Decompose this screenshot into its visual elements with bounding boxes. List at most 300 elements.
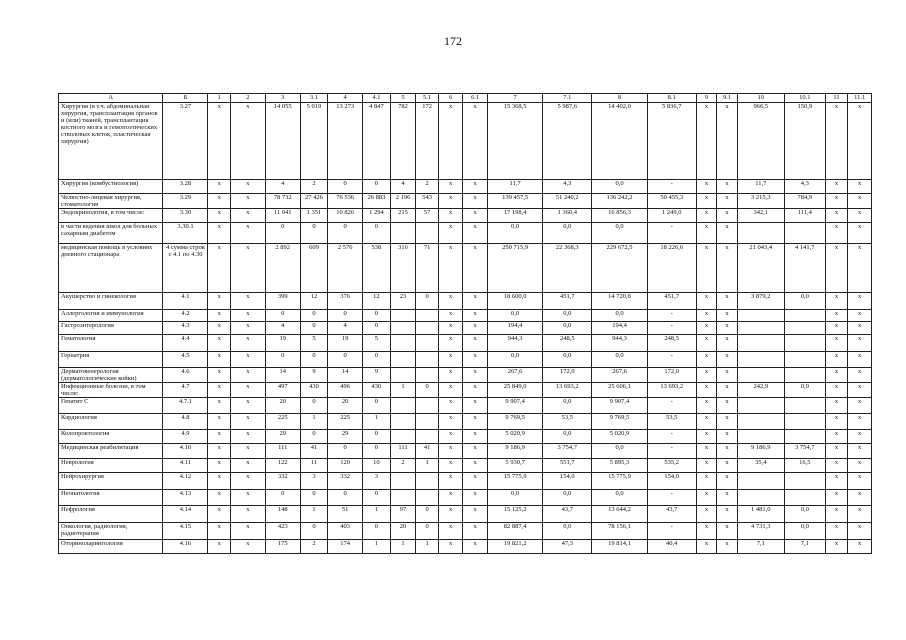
value-cell: 0,0 xyxy=(592,223,647,244)
value-cell: х xyxy=(463,194,488,209)
value-cell: 9 xyxy=(300,368,328,383)
value-cell: 0 xyxy=(300,352,328,368)
value-cell: х xyxy=(825,352,848,368)
value-cell: 1 xyxy=(363,414,391,430)
value-cell: х xyxy=(208,293,231,310)
value-cell: х xyxy=(848,293,872,310)
row-name-cell: Неонатология xyxy=(59,490,163,506)
value-cell: х xyxy=(231,398,266,414)
value-cell: 0 xyxy=(416,383,439,398)
table-row xyxy=(59,459,872,473)
value-cell: 0,0 xyxy=(784,523,825,540)
row-code-cell: 4.1 xyxy=(163,293,208,310)
value-cell: 0 xyxy=(300,523,328,540)
value-cell: х xyxy=(231,293,266,310)
header-cell: 8 xyxy=(592,94,647,103)
value-cell: х xyxy=(717,473,737,490)
value-cell: 0 xyxy=(265,490,300,506)
value-cell: х xyxy=(717,490,737,506)
row-code-cell: 4.10 xyxy=(163,444,208,459)
value-cell: 174 xyxy=(328,540,363,554)
value-cell: х xyxy=(231,322,266,335)
value-cell: 0 xyxy=(416,293,439,310)
value-cell: 0,0 xyxy=(543,490,592,506)
value-cell: х xyxy=(696,444,716,459)
value-cell: 551,7 xyxy=(543,459,592,473)
value-cell: х xyxy=(208,523,231,540)
value-cell: 0 xyxy=(363,322,391,335)
value-cell: 20 xyxy=(265,398,300,414)
value-cell: х xyxy=(825,444,848,459)
value-cell: 172,0 xyxy=(543,368,592,383)
value-cell xyxy=(737,473,784,490)
value-cell xyxy=(390,335,416,352)
value-cell: х xyxy=(463,368,488,383)
value-cell: х xyxy=(848,180,872,194)
value-cell: х xyxy=(825,459,848,473)
value-cell: х xyxy=(231,103,266,180)
value-cell: х xyxy=(463,180,488,194)
row-code-cell: 4.13 xyxy=(163,490,208,506)
value-cell: 78 732 xyxy=(265,194,300,209)
value-cell: х xyxy=(717,523,737,540)
value-cell: х xyxy=(463,444,488,459)
table-row xyxy=(59,209,872,223)
value-cell: 11 041 xyxy=(265,209,300,223)
value-cell: 229 672,5 xyxy=(592,244,647,293)
value-cell: х xyxy=(208,490,231,506)
row-code-cell: 3.28 xyxy=(163,180,208,194)
value-cell: х xyxy=(208,444,231,459)
value-cell: х xyxy=(208,194,231,209)
value-cell: 267,6 xyxy=(487,368,542,383)
value-cell: 1 xyxy=(363,506,391,523)
value-cell: х xyxy=(848,444,872,459)
value-cell: 0,0 xyxy=(543,223,592,244)
value-cell: х xyxy=(825,103,848,180)
value-cell: х xyxy=(825,540,848,554)
value-cell: х xyxy=(848,209,872,223)
value-cell: х xyxy=(231,473,266,490)
value-cell: х xyxy=(825,194,848,209)
value-cell: х xyxy=(848,352,872,368)
value-cell: 0 xyxy=(328,180,363,194)
value-cell: х xyxy=(825,523,848,540)
value-cell: - xyxy=(647,310,696,322)
value-cell: х xyxy=(438,293,463,310)
value-cell: 21 043,4 xyxy=(737,244,784,293)
value-cell: х xyxy=(696,310,716,322)
value-cell: х xyxy=(208,383,231,398)
value-cell: 35,4 xyxy=(737,459,784,473)
value-cell: х xyxy=(848,194,872,209)
value-cell: 13 273 xyxy=(328,103,363,180)
value-cell: х xyxy=(825,209,848,223)
value-cell: 0,0 xyxy=(543,352,592,368)
value-cell: х xyxy=(463,352,488,368)
header-cell: 10.1 xyxy=(784,94,825,103)
value-cell: 12 xyxy=(363,293,391,310)
value-cell: х xyxy=(231,335,266,352)
value-cell xyxy=(737,322,784,335)
value-cell: 41 xyxy=(300,444,328,459)
value-cell: 9 769,5 xyxy=(592,414,647,430)
value-cell: 3 xyxy=(300,473,328,490)
value-cell: 51 240,2 xyxy=(543,194,592,209)
value-cell: х xyxy=(696,490,716,506)
value-cell: х xyxy=(717,383,737,398)
value-cell: 342,1 xyxy=(737,209,784,223)
value-cell xyxy=(737,310,784,322)
value-cell: 7,1 xyxy=(737,540,784,554)
value-cell xyxy=(784,223,825,244)
value-cell: х xyxy=(696,244,716,293)
value-cell: х xyxy=(848,103,872,180)
value-cell: х xyxy=(231,430,266,444)
value-cell: 5 987,6 xyxy=(543,103,592,180)
value-cell: 18 226,6 xyxy=(647,244,696,293)
value-cell: 944,3 xyxy=(592,335,647,352)
value-cell: 11,7 xyxy=(487,180,542,194)
value-cell: 0,0 xyxy=(784,293,825,310)
value-cell: х xyxy=(463,540,488,554)
value-cell: х xyxy=(717,430,737,444)
row-code-cell: 3.27 xyxy=(163,103,208,180)
value-cell: 43,7 xyxy=(647,506,696,523)
value-cell xyxy=(737,490,784,506)
row-name-cell: Акушерство и гинекология xyxy=(59,293,163,310)
header-cell: А xyxy=(59,94,163,103)
value-cell xyxy=(784,430,825,444)
value-cell: 11,7 xyxy=(737,180,784,194)
value-cell: х xyxy=(848,383,872,398)
value-cell: 0,0 xyxy=(592,180,647,194)
value-cell: х xyxy=(825,506,848,523)
row-name-cell: Хирургия (комбустиология) xyxy=(59,180,163,194)
table-row xyxy=(59,293,872,310)
value-cell xyxy=(416,414,439,430)
value-cell: 111 xyxy=(390,444,416,459)
value-cell: х xyxy=(848,523,872,540)
value-cell: 3 879,2 xyxy=(737,293,784,310)
value-cell: х xyxy=(696,293,716,310)
value-cell: 430 xyxy=(363,383,391,398)
value-cell: 122 xyxy=(265,459,300,473)
value-cell: - xyxy=(647,523,696,540)
value-cell: 782 xyxy=(390,103,416,180)
value-cell: х xyxy=(438,180,463,194)
value-cell: 2 xyxy=(416,180,439,194)
row-name-cell: Гастроэнтерология xyxy=(59,322,163,335)
value-cell: 13 693,2 xyxy=(647,383,696,398)
header-cell: Б xyxy=(163,94,208,103)
value-cell: 0 xyxy=(300,490,328,506)
value-cell: х xyxy=(463,490,488,506)
value-cell: 9 907,4 xyxy=(487,398,542,414)
row-code-cell: 4.5 xyxy=(163,352,208,368)
value-cell: х xyxy=(438,430,463,444)
value-cell: х xyxy=(696,194,716,209)
value-cell: 20 xyxy=(390,523,416,540)
value-cell xyxy=(784,414,825,430)
value-cell: х xyxy=(231,459,266,473)
value-cell: 3 215,3 xyxy=(737,194,784,209)
table-row xyxy=(59,368,872,383)
value-cell: х xyxy=(438,103,463,180)
value-cell: х xyxy=(825,368,848,383)
value-cell: 25 606,1 xyxy=(592,383,647,398)
value-cell: х xyxy=(717,459,737,473)
row-code-cell: 4.7 xyxy=(163,383,208,398)
value-cell: х xyxy=(717,103,737,180)
value-cell: х xyxy=(463,506,488,523)
row-code-cell: 3.30.1 xyxy=(163,223,208,244)
header-cell: 11 xyxy=(825,94,848,103)
value-cell: х xyxy=(208,506,231,523)
row-code-cell: 4.8 xyxy=(163,414,208,430)
value-cell xyxy=(390,490,416,506)
value-cell: 175 xyxy=(265,540,300,554)
table-row xyxy=(59,540,872,554)
value-cell: х xyxy=(231,444,266,459)
value-cell: 1 294 xyxy=(363,209,391,223)
value-cell: 2 576 xyxy=(328,244,363,293)
value-cell: 0 xyxy=(363,430,391,444)
row-code-cell: 4.12 xyxy=(163,473,208,490)
value-cell: х xyxy=(438,335,463,352)
row-code-cell: 4.9 xyxy=(163,430,208,444)
value-cell: х xyxy=(438,506,463,523)
table-row xyxy=(59,444,872,459)
value-cell: 13 693,2 xyxy=(543,383,592,398)
value-cell: 111,4 xyxy=(784,209,825,223)
value-cell: 1 249,0 xyxy=(647,209,696,223)
value-cell: х xyxy=(438,490,463,506)
value-cell xyxy=(390,352,416,368)
value-cell: х xyxy=(463,473,488,490)
value-cell: 139 457,5 xyxy=(487,194,542,209)
value-cell xyxy=(416,322,439,335)
value-cell: 19 xyxy=(265,335,300,352)
value-cell: 248,5 xyxy=(647,335,696,352)
value-cell xyxy=(390,368,416,383)
value-cell: х xyxy=(696,430,716,444)
value-cell xyxy=(390,310,416,322)
value-cell: х xyxy=(208,223,231,244)
value-cell xyxy=(737,352,784,368)
row-code-cell: 4.15 xyxy=(163,523,208,540)
value-cell: х xyxy=(208,540,231,554)
header-cell: 8.1 xyxy=(647,94,696,103)
value-cell: 966,5 xyxy=(737,103,784,180)
value-cell: х xyxy=(231,209,266,223)
value-cell: х xyxy=(825,180,848,194)
value-cell: 12 xyxy=(300,293,328,310)
value-cell: х xyxy=(208,398,231,414)
value-cell xyxy=(737,223,784,244)
value-cell: х xyxy=(825,244,848,293)
value-cell xyxy=(416,490,439,506)
value-cell: х xyxy=(231,223,266,244)
header-cell: 10 xyxy=(737,94,784,103)
value-cell: 399 xyxy=(265,293,300,310)
value-cell xyxy=(416,223,439,244)
table-row xyxy=(59,383,872,398)
value-cell xyxy=(784,473,825,490)
row-name-cell: Гепатит С xyxy=(59,398,163,414)
value-cell: 150,9 xyxy=(784,103,825,180)
value-cell: 0 xyxy=(363,523,391,540)
value-cell xyxy=(737,398,784,414)
header-cell: 6.1 xyxy=(463,94,488,103)
value-cell: 535,2 xyxy=(647,459,696,473)
value-cell: 0 xyxy=(300,398,328,414)
value-cell: 0,0 xyxy=(592,352,647,368)
row-name-cell: Эндокринология, в том числе: xyxy=(59,209,163,223)
value-cell xyxy=(416,310,439,322)
value-cell: 0 xyxy=(416,506,439,523)
value-cell: х xyxy=(463,244,488,293)
value-cell: 1 xyxy=(363,540,391,554)
value-cell: х xyxy=(696,352,716,368)
value-cell: 15 125,2 xyxy=(487,506,542,523)
value-cell: 2 xyxy=(390,459,416,473)
table-row xyxy=(59,430,872,444)
value-cell xyxy=(784,398,825,414)
value-cell xyxy=(737,335,784,352)
value-cell: х xyxy=(848,540,872,554)
value-cell: х xyxy=(231,194,266,209)
value-cell: 13 644,2 xyxy=(592,506,647,523)
value-cell: х xyxy=(848,414,872,430)
value-cell: 376 xyxy=(328,293,363,310)
value-cell: 0 xyxy=(300,310,328,322)
value-cell: х xyxy=(825,490,848,506)
value-cell xyxy=(390,322,416,335)
header-cell: 1 xyxy=(208,94,231,103)
value-cell: х xyxy=(696,103,716,180)
table-row xyxy=(59,194,872,209)
header-row xyxy=(59,94,872,103)
value-cell: х xyxy=(231,383,266,398)
value-cell: 194,4 xyxy=(592,322,647,335)
value-cell: 43,7 xyxy=(543,506,592,523)
value-cell: 120 xyxy=(328,459,363,473)
value-cell: х xyxy=(848,368,872,383)
value-cell: х xyxy=(438,244,463,293)
value-cell: х xyxy=(208,180,231,194)
value-cell: 5 020,9 xyxy=(592,430,647,444)
value-cell: х xyxy=(208,209,231,223)
value-cell: х xyxy=(231,506,266,523)
value-cell: 51 xyxy=(328,506,363,523)
value-cell: 248,5 xyxy=(543,335,592,352)
value-cell: 2 xyxy=(300,180,328,194)
row-code-cell: 4.11 xyxy=(163,459,208,473)
value-cell: 19 xyxy=(328,335,363,352)
value-cell: 0 xyxy=(363,352,391,368)
value-cell: х xyxy=(438,383,463,398)
row-name-cell: Неврология xyxy=(59,459,163,473)
value-cell: 2 xyxy=(300,540,328,554)
value-cell: 40,4 xyxy=(647,540,696,554)
row-name-cell: в части ведения школ для больных сахарным диабетом xyxy=(59,223,163,244)
value-cell: х xyxy=(208,414,231,430)
value-cell: 5 930,7 xyxy=(487,459,542,473)
header-cell: 3.1 xyxy=(300,94,328,103)
value-cell: х xyxy=(438,540,463,554)
value-cell: 71 xyxy=(416,244,439,293)
value-cell: 26 883 xyxy=(363,194,391,209)
value-cell: 609 xyxy=(300,244,328,293)
value-cell: 225 xyxy=(328,414,363,430)
header-cell: 9.1 xyxy=(717,94,737,103)
value-cell: 316 xyxy=(390,244,416,293)
value-cell: 3 754,7 xyxy=(543,444,592,459)
table-row xyxy=(59,523,872,540)
value-cell: 0,0 xyxy=(592,310,647,322)
value-cell: 5 836,7 xyxy=(647,103,696,180)
value-cell: 15 368,5 xyxy=(487,103,542,180)
value-cell: 332 xyxy=(328,473,363,490)
value-cell: х xyxy=(696,335,716,352)
value-cell: - xyxy=(647,180,696,194)
value-cell: 0 xyxy=(328,310,363,322)
table-row xyxy=(59,223,872,244)
value-cell: х xyxy=(848,430,872,444)
value-cell: 1 xyxy=(300,506,328,523)
value-cell: 1 xyxy=(390,540,416,554)
value-cell: х xyxy=(825,310,848,322)
value-cell: 0,0 xyxy=(543,398,592,414)
row-code-cell: 3.29 xyxy=(163,194,208,209)
value-cell: 0 xyxy=(265,223,300,244)
value-cell xyxy=(784,322,825,335)
row-code-cell: 4.2 xyxy=(163,310,208,322)
value-cell xyxy=(784,352,825,368)
row-name-cell: Нефрология xyxy=(59,506,163,523)
value-cell: 5 895,3 xyxy=(592,459,647,473)
data-table xyxy=(58,93,872,554)
header-cell: 3 xyxy=(265,94,300,103)
table-row xyxy=(59,180,872,194)
value-cell: х xyxy=(717,310,737,322)
value-cell: х xyxy=(696,180,716,194)
table-row xyxy=(59,322,872,335)
value-cell: х xyxy=(208,368,231,383)
value-cell xyxy=(416,473,439,490)
value-cell: 22 368,3 xyxy=(543,244,592,293)
value-cell: 20 xyxy=(328,398,363,414)
value-cell: 0 xyxy=(328,490,363,506)
value-cell: 76 536 xyxy=(328,194,363,209)
value-cell: х xyxy=(463,322,488,335)
header-cell: 11.1 xyxy=(848,94,872,103)
value-cell: х xyxy=(438,194,463,209)
value-cell: 57 xyxy=(416,209,439,223)
value-cell: х xyxy=(208,322,231,335)
value-cell: 0 xyxy=(300,430,328,444)
value-cell: 0,0 xyxy=(543,310,592,322)
value-cell: х xyxy=(438,322,463,335)
value-cell: 5 xyxy=(363,335,391,352)
value-cell: х xyxy=(463,459,488,473)
value-cell: 27 426 xyxy=(300,194,328,209)
value-cell: 430 xyxy=(300,383,328,398)
value-cell: 19 821,2 xyxy=(487,540,542,554)
value-cell: 538 xyxy=(363,244,391,293)
row-name-cell: Медицинская реабилитация xyxy=(59,444,163,459)
